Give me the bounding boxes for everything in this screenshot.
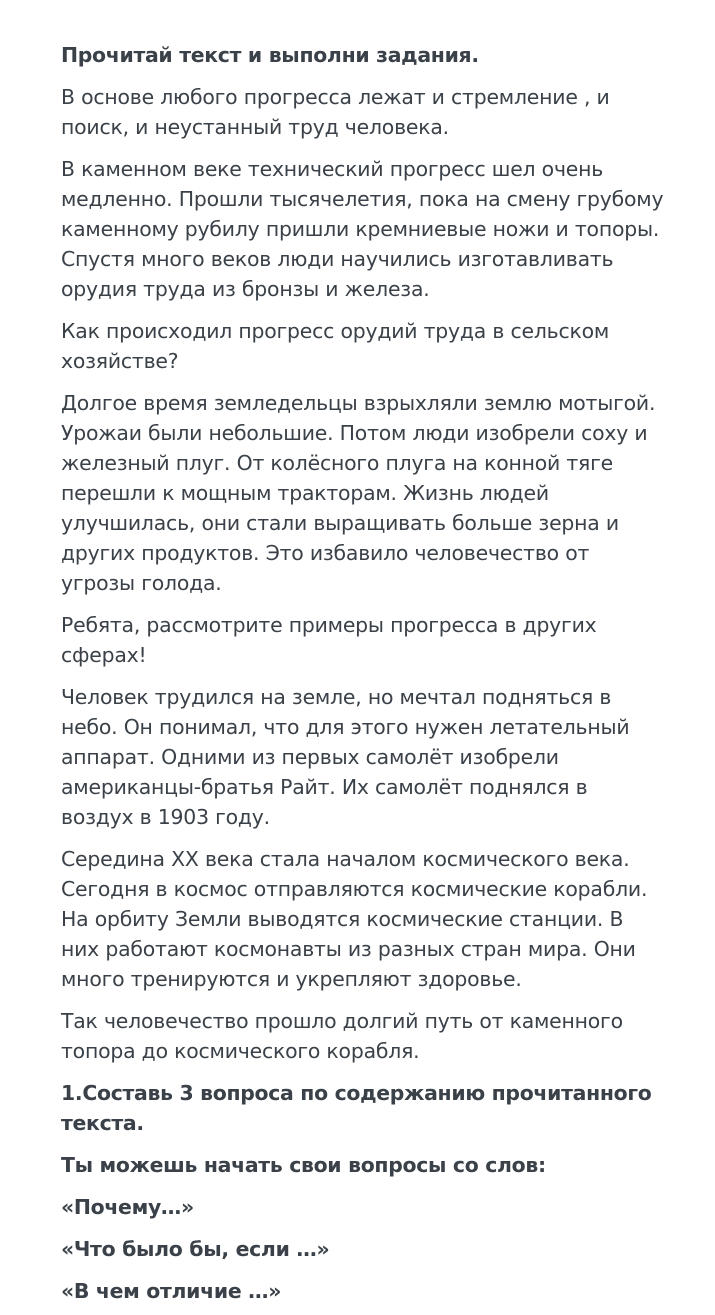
paragraph-conclusion: Так человечество прошло долгий путь от каменного топора до космического корабля. (61, 1009, 623, 1063)
paragraph-space: Середина XX века стала началом космического века. Сегодня в космос отправляются космические корабли. На орбиту Земли выводятся космические станции. В них работают космонавты из разных стран мира. Они много тренируются и укрепляют здоровье. (61, 847, 648, 991)
question-starter: «В чем отличие …» (61, 1279, 282, 1303)
paragraph-agriculture: Долгое время земледельцы взрыхляли землю мотыгой. Урожаи были небольшие. Потом люди изобрели соху и железный плуг. От колёсного плуга на конной тяге перешли к мощным тракторам. Жизнь людей улучшилась, они стали выращивать больше зерна и других продуктов. Это избавило человечество от угрозы голода. (61, 391, 656, 595)
paragraph-other-spheres: Ребята, рассмотрите примеры прогресса в других сферах! (61, 613, 597, 667)
paragraph-stone-age: В каменном веке технический прогресс шел очень медленно. Прошли тысячелетия, пока на смену грубому каменному рубилу пришли кремниевые ножи и топоры. Спустя много веков люди научились изготавливать орудия труда из бронзы и железа. (61, 157, 664, 301)
paragraph-aviation: Человек трудился на земле, но мечтал подняться в небо. Он понимал, что для этого нужен летательный аппарат. Одними из первых самолёт изобрели американцы-братья Райт. Их самолёт поднялся в воздух в 1903 году. (61, 685, 630, 829)
task-hint: Ты можешь начать свои вопросы со слов: (61, 1153, 546, 1177)
paragraph-question-agriculture: Как происходил прогресс орудий труда в сельском хозяйстве? (61, 319, 610, 373)
paragraph-intro: В основе любого прогресса лежат и стремление , и поиск, и неустанный труд человека. (61, 85, 610, 139)
task-instruction: 1.Составь 3 вопроса по содержанию прочитанного текста. (61, 1081, 652, 1135)
document-title: Прочитай текст и выполни задания. (61, 43, 479, 67)
question-starter: «Что было бы, если …» (61, 1237, 330, 1261)
question-starter: «Почему…» (61, 1195, 194, 1219)
